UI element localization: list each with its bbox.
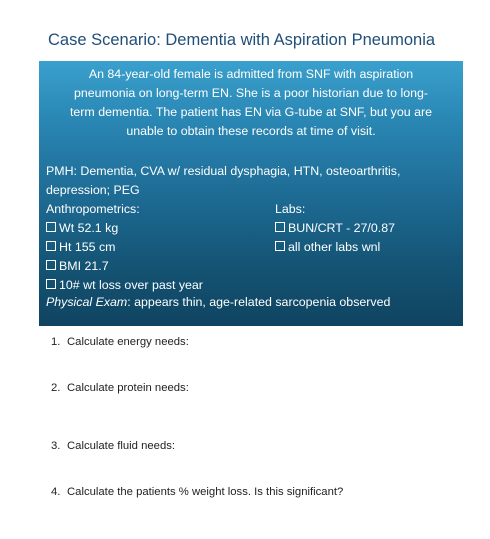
checkbox-icon[interactable] <box>46 260 56 270</box>
question-text: Calculate energy needs: <box>67 336 189 348</box>
question-item <box>51 486 343 498</box>
question-number: 4. <box>51 486 61 498</box>
anthro-item-label: Wt 52.1 kg <box>59 221 119 235</box>
pmh-section <box>46 162 460 200</box>
anthro-item-label: BMI 21.7 <box>59 259 109 273</box>
anthro-item-label: Ht 155 cm <box>59 240 116 254</box>
anthro-item-weight <box>46 219 118 238</box>
checkbox-icon[interactable] <box>46 222 56 232</box>
checkbox-icon[interactable] <box>275 222 285 232</box>
question-item <box>51 440 175 452</box>
question-number: 3. <box>51 440 61 452</box>
question-item <box>51 336 189 348</box>
intro-line: unable to obtain these records at time of visit. <box>126 124 376 138</box>
lab-item-bun <box>275 219 395 238</box>
checkbox-icon[interactable] <box>46 279 56 289</box>
labs-heading: Labs: <box>275 202 306 216</box>
lab-item-label: all other labs wnl <box>288 240 381 254</box>
lab-item-other <box>275 238 380 257</box>
case-intro <box>45 65 457 141</box>
checkbox-icon[interactable] <box>275 241 285 251</box>
question-text: Calculate the patients % weight loss. Is this significant? <box>67 486 344 498</box>
question-item <box>51 382 189 394</box>
question-number: 1. <box>51 336 61 348</box>
intro-line: pneumonia on long-term EN. She is a poor historian due to long- <box>73 86 429 100</box>
lab-item-label: BUN/CRT - 27/0.87 <box>288 221 395 235</box>
physical-exam-text: : appears thin, age-related sarcopenia observed <box>127 295 391 309</box>
intro-line: An 84-year-old female is admitted from SNF with aspiration <box>88 67 414 81</box>
pmh-line: depression; PEG <box>46 183 140 197</box>
intro-line: term dementia. The patient has EN via G-tube at SNF, but you are <box>69 105 433 119</box>
anthropometrics-heading: Anthropometrics: <box>46 202 140 216</box>
anthro-item-bmi <box>46 257 109 276</box>
question-number: 2. <box>51 382 61 394</box>
question-text: Calculate fluid needs: <box>67 440 176 452</box>
page-title: Case Scenario: Dementia with Aspiration Pneumonia <box>48 31 436 49</box>
checkbox-icon[interactable] <box>46 241 56 251</box>
pmh-line: PMH: Dementia, CVA w/ residual dysphagia, HTN, osteoarthritis, <box>46 164 401 178</box>
physical-exam <box>46 293 390 312</box>
anthro-item-height <box>46 238 115 257</box>
question-text: Calculate protein needs: <box>67 382 189 394</box>
physical-exam-label: Physical Exam <box>46 295 128 309</box>
case-panel <box>39 61 463 326</box>
anthro-item-label: 10# wt loss over past year <box>59 278 203 292</box>
